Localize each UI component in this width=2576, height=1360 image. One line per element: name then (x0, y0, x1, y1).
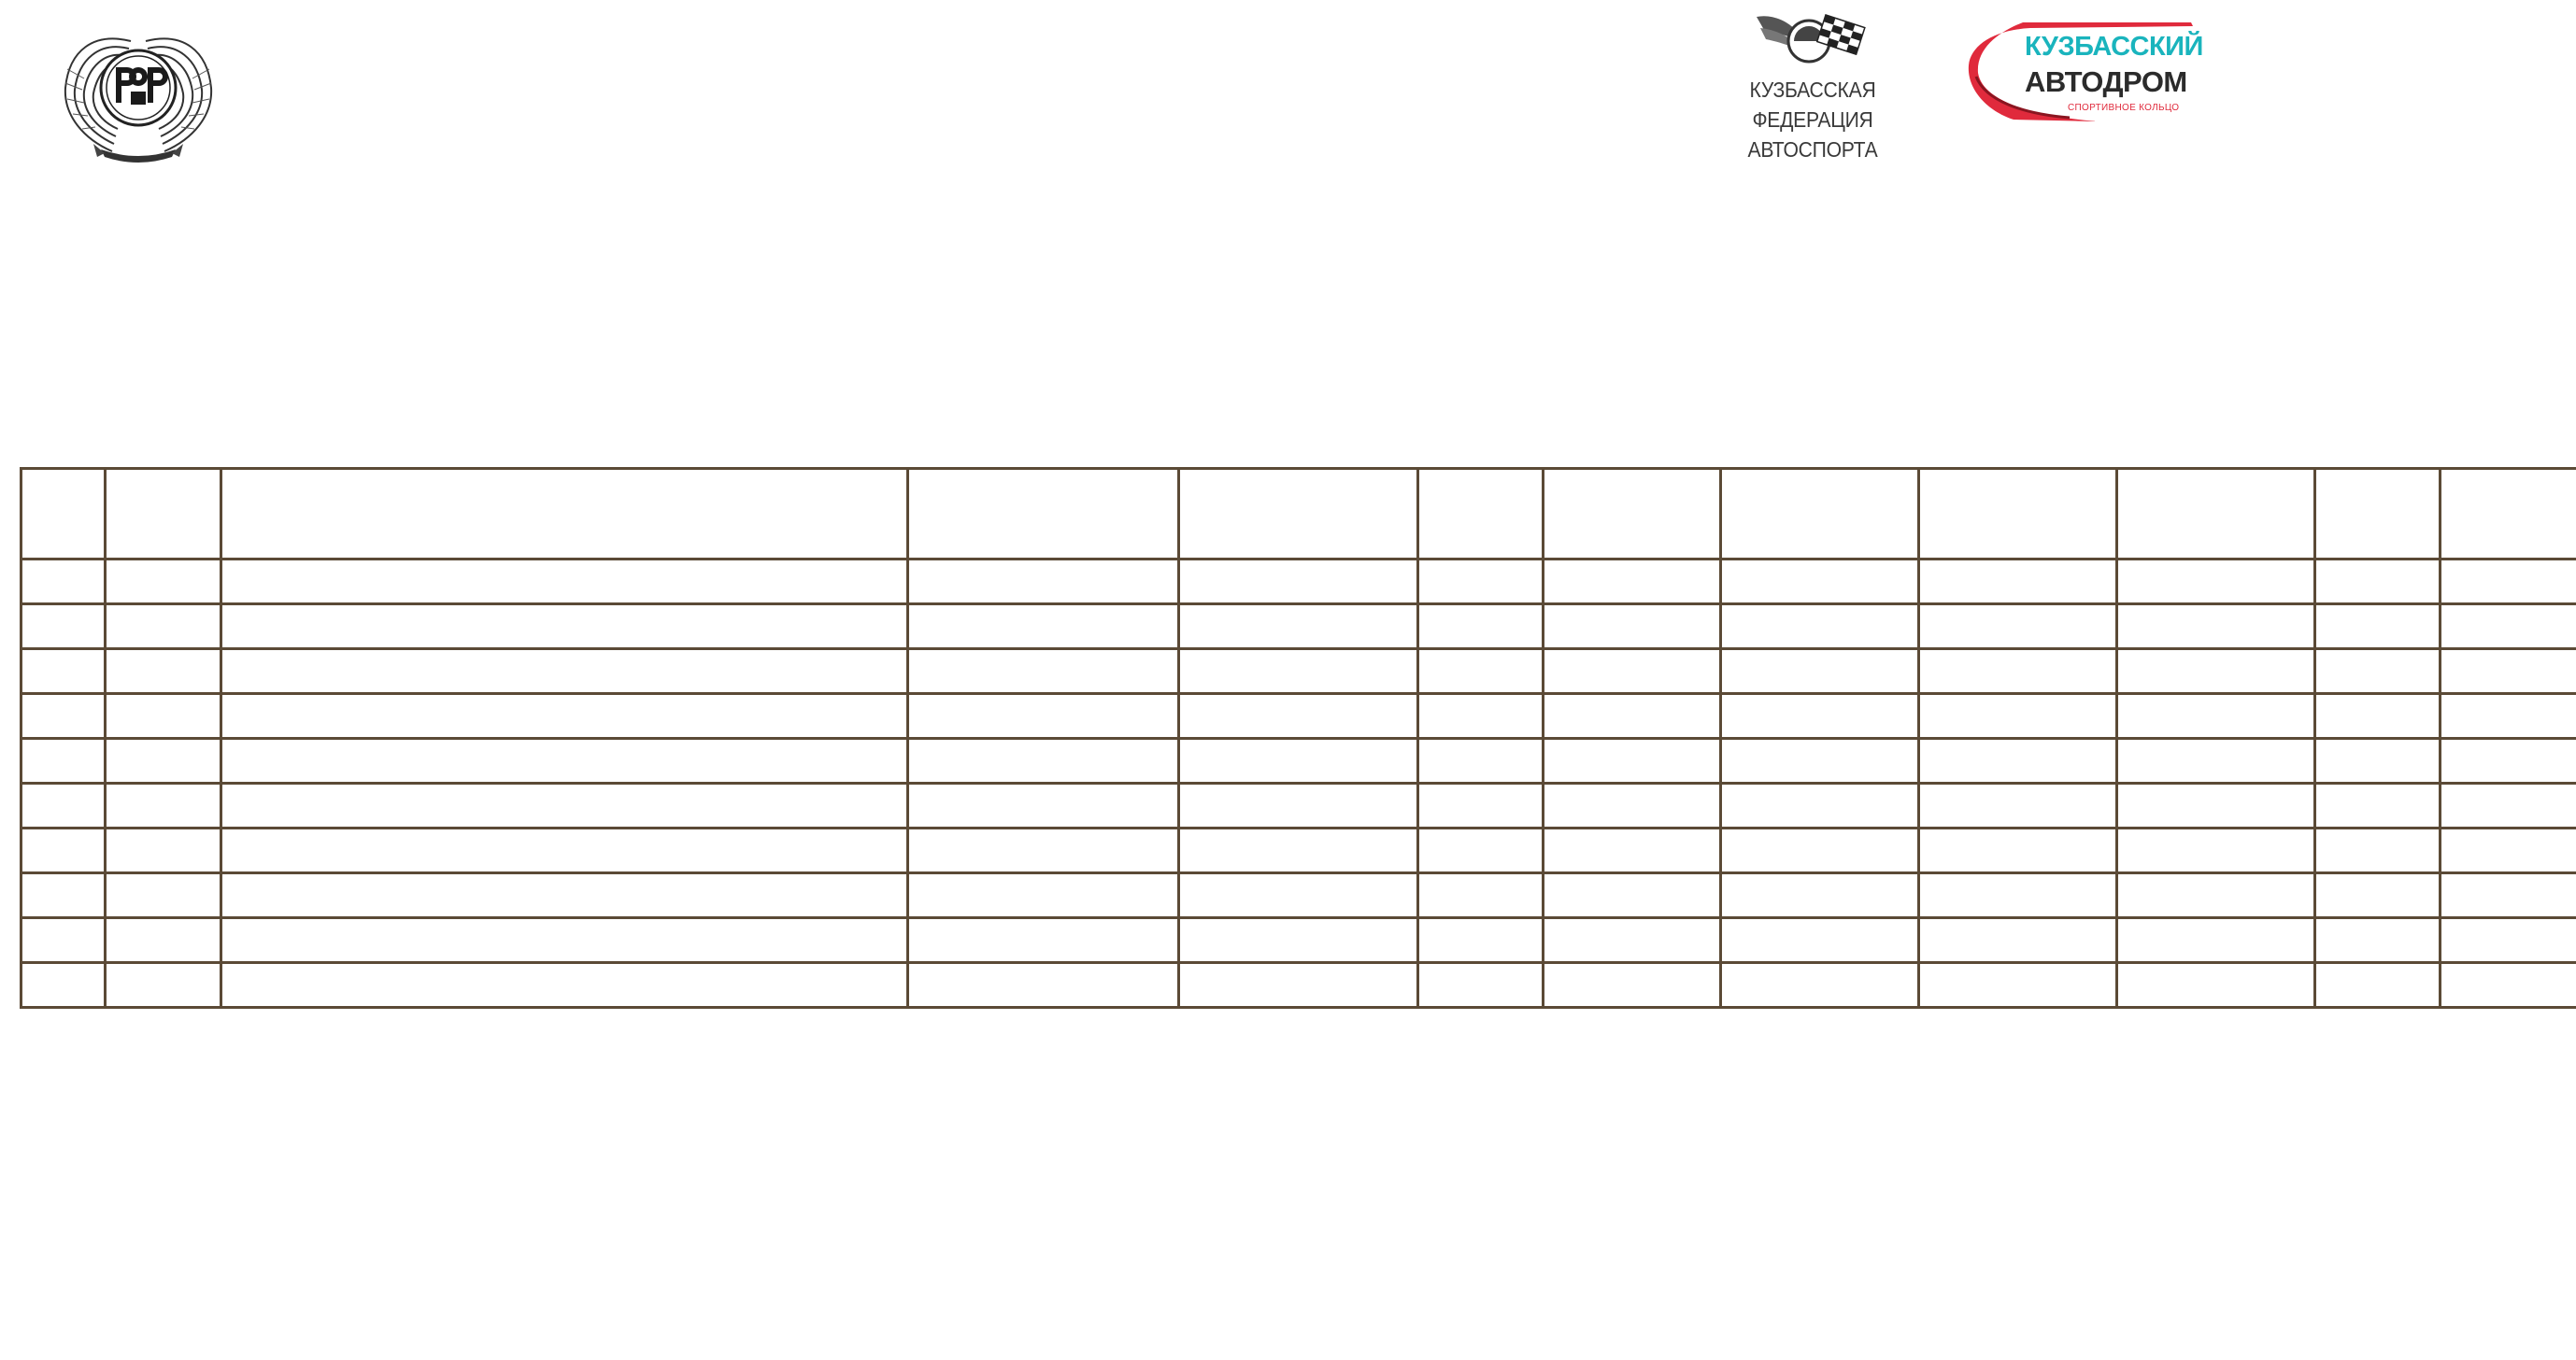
table-cell (1721, 829, 1919, 873)
table-row (21, 560, 2576, 604)
table-cell (908, 560, 1179, 604)
table-cell (2117, 694, 2315, 739)
table-cell (2117, 829, 2315, 873)
table-cell (1721, 873, 1919, 918)
table-cell (1544, 873, 1721, 918)
table-cell (1179, 649, 1418, 694)
table-cell (106, 604, 221, 649)
table-cell (908, 963, 1179, 1008)
table-cell (2315, 560, 2441, 604)
table-cell (221, 739, 908, 784)
table-cell (1919, 560, 2117, 604)
table-cell (1919, 469, 2117, 560)
table-cell (2441, 604, 2576, 649)
table-cell (1919, 694, 2117, 739)
table-cell (21, 604, 106, 649)
kfa-line1: КУЗБАССКАЯ (1749, 78, 1876, 102)
table-cell (1544, 829, 1721, 873)
table-cell (221, 963, 908, 1008)
table-header-row (21, 469, 2576, 560)
table-cell (2315, 918, 2441, 963)
table-cell (106, 873, 221, 918)
table-cell (908, 469, 1179, 560)
table-cell (221, 469, 908, 560)
table-cell (1544, 469, 1721, 560)
table-cell (1544, 694, 1721, 739)
table-cell (1179, 604, 1418, 649)
ka-line2: АВТОДРОМ (2025, 65, 2187, 98)
table-cell (2117, 469, 2315, 560)
table-row (21, 739, 2576, 784)
table-cell (2117, 560, 2315, 604)
table-cell (2117, 604, 2315, 649)
table-cell (2441, 784, 2576, 829)
table-cell (1179, 873, 1418, 918)
table-cell (1418, 560, 1544, 604)
winged-checkered-flag-icon (1747, 9, 1878, 71)
table-cell (221, 604, 908, 649)
table-cell (1721, 918, 1919, 963)
table-cell (1721, 739, 1919, 784)
table-row (21, 694, 2576, 739)
table-cell (2441, 649, 2576, 694)
table-cell (1919, 873, 2117, 918)
table-cell (106, 694, 221, 739)
ka-line3: СПОРТИВНОЕ КОЛЬЦО (2068, 103, 2180, 113)
results-table (20, 467, 2576, 1009)
table-cell (2315, 469, 2441, 560)
table-cell (221, 694, 908, 739)
table-cell (2315, 604, 2441, 649)
table-cell (221, 873, 908, 918)
kfa-line2: ФЕДЕРАЦИЯ АВТОСПОРТА (1747, 107, 1878, 162)
table-cell (2315, 873, 2441, 918)
table-cell (1919, 649, 2117, 694)
table-row (21, 918, 2576, 963)
table-cell (1179, 829, 1418, 873)
raf-emblem-logo (56, 13, 221, 163)
table-cell (106, 739, 221, 784)
table-row (21, 604, 2576, 649)
table-cell (1179, 560, 1418, 604)
table-cell (221, 829, 908, 873)
table-cell (2117, 784, 2315, 829)
table-cell (1919, 604, 2117, 649)
table-cell (1418, 963, 1544, 1008)
table-cell (1418, 784, 1544, 829)
table-cell (2441, 873, 2576, 918)
table-cell (2117, 918, 2315, 963)
table-cell (2441, 829, 2576, 873)
table-cell (908, 604, 1179, 649)
table-cell (21, 873, 106, 918)
table-cell (21, 918, 106, 963)
table-cell (1721, 649, 1919, 694)
table-row (21, 784, 2576, 829)
kuzbass-federation-title (1692, 75, 1933, 164)
table-cell (2117, 873, 2315, 918)
table-cell (2315, 963, 2441, 1008)
kuzbass-federation-logo (1682, 9, 1943, 162)
table-cell (908, 918, 1179, 963)
table-cell (1721, 784, 1919, 829)
table-cell (106, 649, 221, 694)
table-cell (2441, 739, 2576, 784)
table-cell (106, 784, 221, 829)
raf-eagle-emblem-icon (56, 13, 221, 163)
table-row (21, 873, 2576, 918)
table-cell (1721, 560, 1919, 604)
table-cell (1919, 963, 2117, 1008)
table-cell (1721, 604, 1919, 649)
table-cell (1721, 694, 1919, 739)
table-cell (1544, 739, 1721, 784)
table-cell (2441, 469, 2576, 560)
table-cell (1418, 873, 1544, 918)
table-cell (1919, 918, 2117, 963)
table-cell (908, 739, 1179, 784)
table-cell (2117, 739, 2315, 784)
table-cell (1919, 829, 2117, 873)
table-cell (1544, 784, 1721, 829)
table-cell (1418, 694, 1544, 739)
table-cell (1418, 829, 1544, 873)
table-cell (1919, 784, 2117, 829)
table-cell (106, 560, 221, 604)
table-cell (221, 784, 908, 829)
table-cell (908, 784, 1179, 829)
table-cell (2441, 694, 2576, 739)
table-cell (21, 784, 106, 829)
table-cell (221, 560, 908, 604)
table-cell (1544, 649, 1721, 694)
table-cell (21, 829, 106, 873)
table-cell (1721, 963, 1919, 1008)
table-cell (21, 963, 106, 1008)
table-cell (1544, 604, 1721, 649)
table-cell (221, 649, 908, 694)
table-cell (1418, 649, 1544, 694)
table-cell (2117, 963, 2315, 1008)
table-cell (21, 469, 106, 560)
table-cell (908, 694, 1179, 739)
table-cell (1544, 963, 1721, 1008)
table-cell (21, 739, 106, 784)
table-cell (2441, 963, 2576, 1008)
table-cell (1418, 604, 1544, 649)
table-cell (1721, 469, 1919, 560)
table-cell (106, 469, 221, 560)
table-cell (2315, 649, 2441, 694)
table-cell (1179, 963, 1418, 1008)
table-cell (908, 649, 1179, 694)
table-cell (1179, 694, 1418, 739)
table-cell (2441, 560, 2576, 604)
table-cell (21, 694, 106, 739)
table-cell (2315, 694, 2441, 739)
table-cell (1919, 739, 2117, 784)
table-cell (1179, 739, 1418, 784)
table-cell (221, 918, 908, 963)
table-cell (1418, 739, 1544, 784)
table-row (21, 829, 2576, 873)
table-cell (1544, 560, 1721, 604)
table-cell (106, 829, 221, 873)
table-cell (2315, 829, 2441, 873)
table-cell (2315, 784, 2441, 829)
table-row (21, 649, 2576, 694)
table-cell (21, 649, 106, 694)
table-cell (2315, 739, 2441, 784)
ka-line1: КУЗБАССКИЙ (2025, 32, 2203, 62)
table-cell (1418, 469, 1544, 560)
table-cell (106, 918, 221, 963)
table-cell (1544, 918, 1721, 963)
table-cell (1418, 918, 1544, 963)
table-cell (106, 963, 221, 1008)
table-cell (1179, 784, 1418, 829)
table-cell (908, 829, 1179, 873)
table-cell (908, 873, 1179, 918)
table-cell (1179, 469, 1418, 560)
table-cell (1179, 918, 1418, 963)
kuzbass-autodrom-logo (1957, 17, 2203, 127)
table-cell (21, 560, 106, 604)
table-cell (2117, 649, 2315, 694)
table-row (21, 963, 2576, 1008)
table-cell (2441, 918, 2576, 963)
